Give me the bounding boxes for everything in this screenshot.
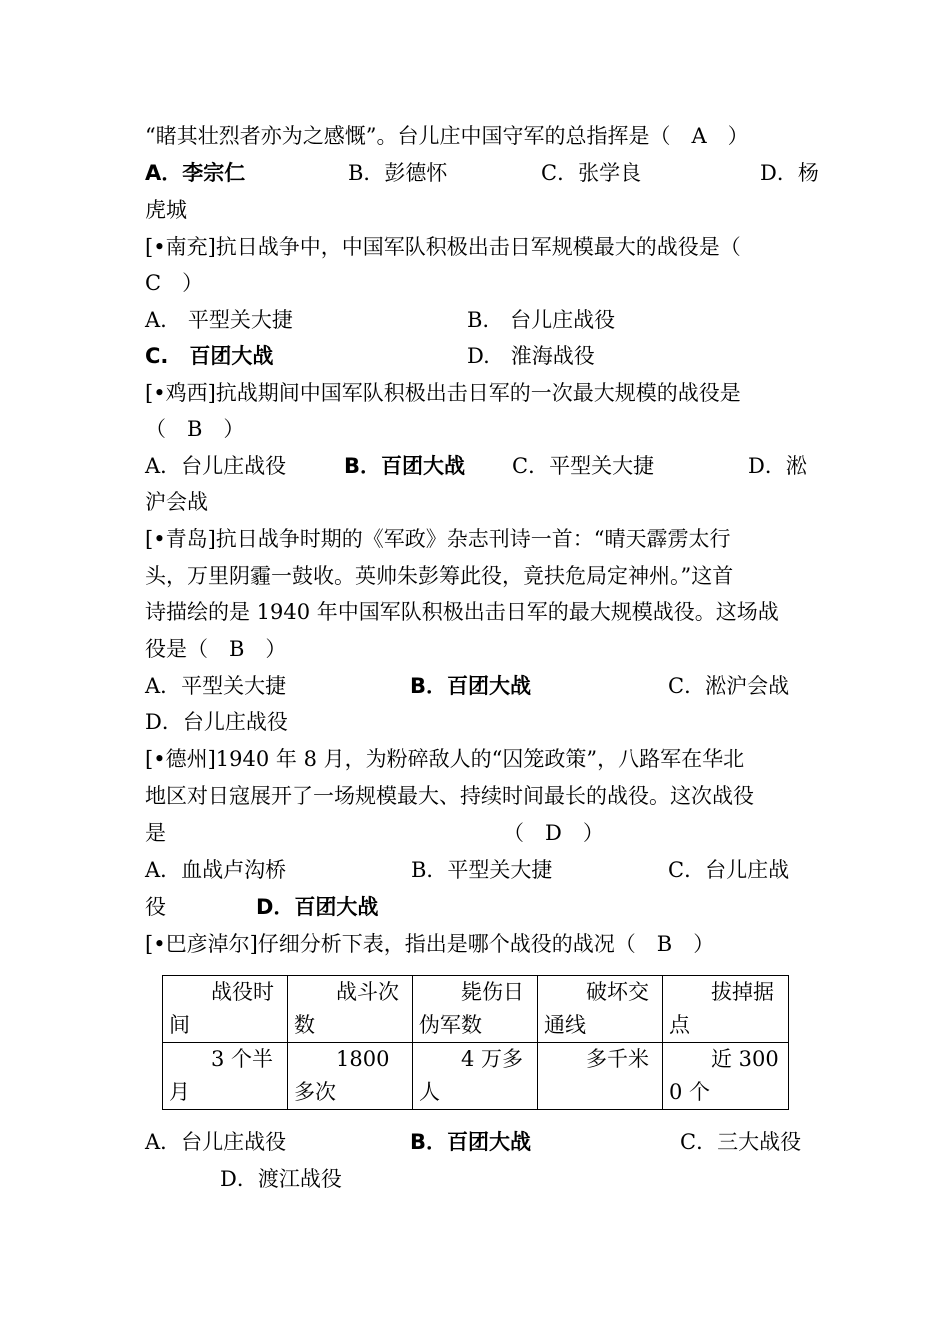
q2-option-c: C. 百团大战 [145, 344, 274, 368]
q4-option-a: A．平型关大捷 [145, 674, 287, 698]
q4-option-c: C．淞沪会战 [668, 674, 790, 698]
q5-option-c: C．台儿庄战 [668, 858, 790, 882]
q3-option-c: C．平型关大捷 [512, 454, 655, 478]
q6-option-d: D．渡江战役 [220, 1167, 342, 1191]
q1-option-d-cont: 虎城 [145, 198, 187, 222]
q2-stem-cont: C ） [145, 271, 204, 295]
table-cell: 近 3000 个 [663, 1043, 789, 1110]
q3-stem-cont: （ B ） [145, 417, 245, 441]
q4-stem-cont-2: 诗描绘的是 1940 年中国军队积极出击日军的最大规模战役。这场战 [145, 600, 779, 624]
table-cell: 多千米 [538, 1043, 663, 1110]
table-cell: 1800 多次 [288, 1043, 413, 1110]
q4-option-b: B．百团大战 [410, 674, 532, 698]
q1-option-a: A．李宗仁 [145, 161, 246, 185]
table-row [163, 1043, 789, 1110]
q4-stem-cont-1: 头，万里阴霾一鼓收。英帅朱彭筹此役，竟扶危局定神州。”这首 [145, 564, 734, 588]
q2-stem: [•南充]抗日战争中，中国军队积极出击日军规模最大的战役是（ [145, 235, 741, 259]
q1-stem: “睹其壮烈者亦为之感慨”。台儿庄中国守军的总指挥是（ A ） [145, 124, 749, 148]
q2-option-b: B. 台儿庄战役 [467, 308, 616, 332]
q5-answer: （ D ） [503, 821, 604, 845]
q4-option-d: D．台儿庄战役 [145, 710, 288, 734]
q4-stem-cont-3: 役是（ B ） [145, 637, 287, 661]
q5-stem-cont-1: 地区对日寇展开了一场规模最大、持续时间最长的战役。这次战役 [145, 784, 754, 808]
q5-option-b: B．平型关大捷 [411, 858, 553, 882]
q3-option-d-cont: 沪会战 [145, 490, 208, 514]
q3-option-a: A．台儿庄战役 [145, 454, 287, 478]
table-header-cell: 破坏交通线 [538, 976, 663, 1043]
q3-option-b: B．百团大战 [344, 454, 466, 478]
table-cell: 4 万多人 [413, 1043, 538, 1110]
battle-stats-table [162, 975, 789, 1110]
q2-option-d: D. 淮海战役 [467, 344, 595, 368]
q5-option-a: A．血战卢沟桥 [145, 858, 287, 882]
q5-stem-cont-2: 是 [145, 821, 166, 845]
q5-option-d: D．百团大战 [256, 895, 379, 919]
q1-option-d: D．杨 [760, 161, 819, 185]
table-header-cell: 战役时间 [163, 976, 288, 1043]
q6-option-b: B．百团大战 [410, 1130, 532, 1154]
q1-option-c: C．张学良 [541, 161, 642, 185]
q5-option-c-cont: 役 [145, 895, 166, 919]
q5-stem: [•德州]1940 年 8 月，为粉碎敌人的“囚笼政策”，八路军在华北 [145, 747, 745, 771]
table-cell: 3 个半月 [163, 1043, 288, 1110]
q6-option-a: A．台儿庄战役 [145, 1130, 287, 1154]
table-header-row [163, 976, 789, 1043]
q6-stem: [•巴彦淖尔]仔细分析下表，指出是哪个战役的战况（ B ） [145, 932, 715, 956]
q2-option-a: A. 平型关大捷 [145, 308, 293, 332]
table-header-cell: 毙伤日伪军数 [413, 976, 538, 1043]
q1-option-b: B．彭德怀 [348, 161, 448, 185]
table-header-cell: 战斗次数 [288, 976, 413, 1043]
table-header-cell: 拔掉据点 [663, 976, 789, 1043]
q3-option-d: D．淞 [748, 454, 807, 478]
q6-option-c: C．三大战役 [680, 1130, 802, 1154]
q3-stem: [•鸡西]抗战期间中国军队积极出击日军的一次最大规模的战役是 [145, 381, 741, 405]
q4-stem: [•青岛]抗日战争时期的《军政》杂志刊诗一首：“晴天霹雳太行 [145, 527, 731, 551]
